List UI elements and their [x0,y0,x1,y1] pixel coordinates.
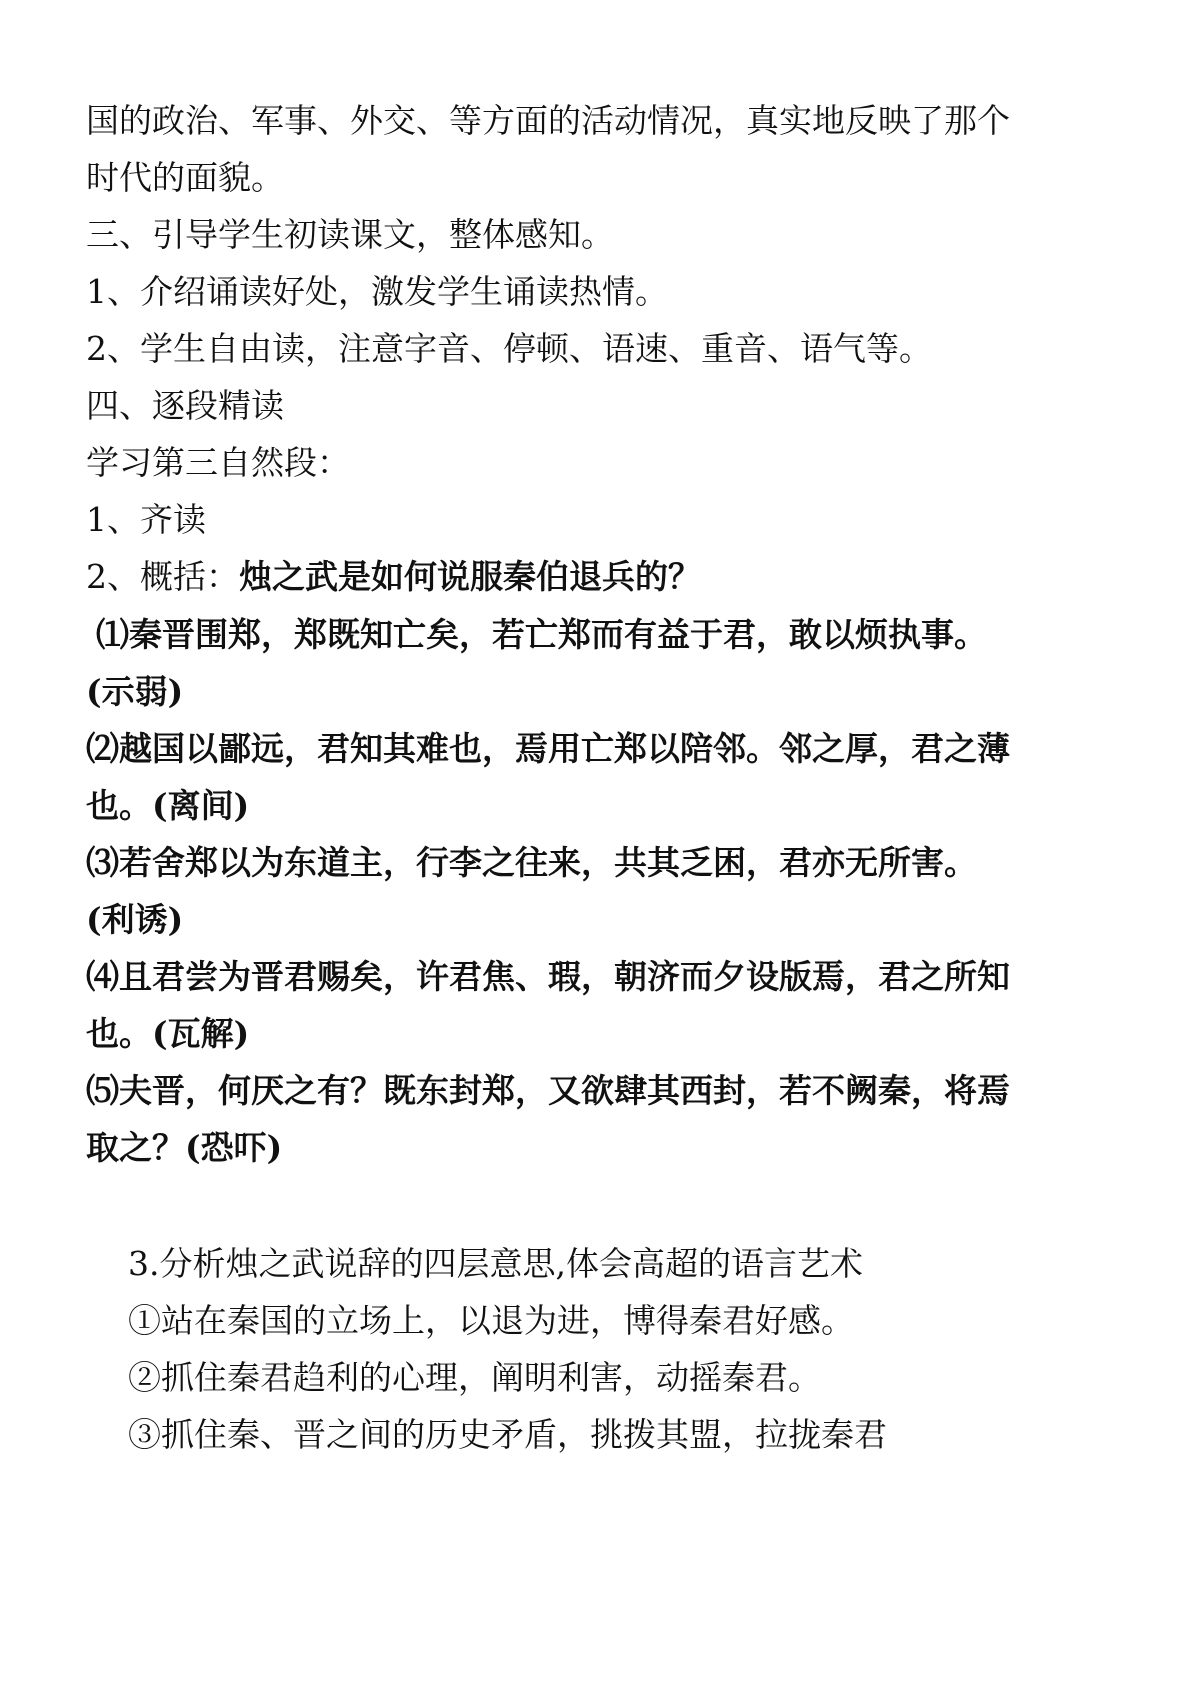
section-heading-3: 三、引导学生初读课文，整体感知。 [86,215,614,254]
analysis-point-2: ②抓住秦君趋利的心理，阐明利害，动摇秦君。 [128,1358,821,1397]
point-5-tag: 取之？(恐吓) [86,1128,283,1167]
point-3-tag: (利诱) [86,900,184,939]
text-line-8: 1、齐读 [86,500,206,539]
text-line-2: 时代的面貌。 [86,158,284,197]
section-heading-4: 四、逐段精读 [86,386,284,425]
analysis-point-1: ①站在秦国的立场上，以退为进，博得秦君好感。 [128,1301,854,1340]
point-4: ⑷且君尝为晋君赐矣，许君焦、瑕，朝济而夕设版焉，君之所知 [86,957,1010,996]
text-line-4: 1、介绍诵读好处，激发学生诵读热情。 [86,272,668,311]
point-2: ⑵越国以鄙远，君知其难也，焉用亡郑以陪邻。邻之厚，君之薄 [86,729,1010,768]
question-prefix: 2、概括： [86,557,239,596]
point-1-tag: (示弱) [86,672,184,711]
text-line-1: 国的政治、军事、外交、等方面的活动情况，真实地反映了那个 [86,101,1010,140]
point-4-tag: 也。(瓦解) [86,1014,250,1053]
analysis-point-3: ③抓住秦、晋之间的历史矛盾，挑拨其盟，拉拢秦君 [128,1415,887,1454]
point-5: ⑸夫晋，何厌之有？既东封郑，又欲肆其西封，若不阙秦，将焉 [86,1071,1010,1110]
point-2-tag: 也。(离间) [86,786,250,825]
question-text: 烛之武是如何说服秦伯退兵的？ [239,557,701,596]
question-line [86,555,1116,599]
text-line-5: 2、学生自由读，注意字音、停顿、语速、重音、语气等。 [86,329,932,368]
text-line-7: 学习第三自然段： [86,443,350,482]
analysis-heading: 3.分析烛之武说辞的四层意思,体会高超的语言艺术 [128,1244,863,1283]
point-3: ⑶若舍郑以为东道主，行李之往来，共其乏困，君亦无所害。 [86,843,977,882]
point-1: ⑴秦晋围郑，郑既知亡矣，若亡郑而有益于君，敢以烦执事。 [96,615,987,654]
